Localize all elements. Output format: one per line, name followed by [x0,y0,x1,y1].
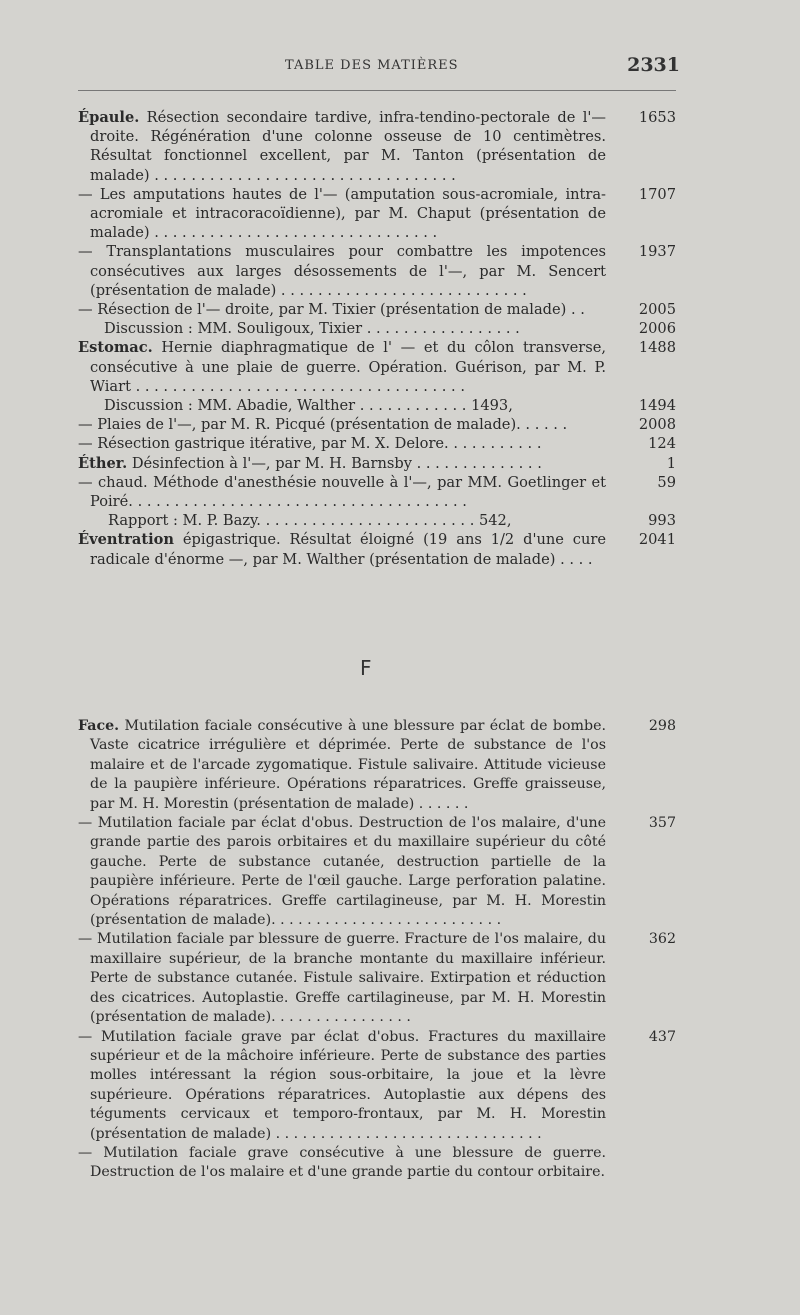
entry-description: — Mutilation faciale par éclat d'obus. Destruction de l'os malaire, d'une grande partie des parois orbitaires et du maxillaire supérieur du côté gauche. Perte de substance cutanée, destruction partielle de la paupière inférieure. Perte de l'œil gauche. Large perforation palatine. Opérations réparatrices. Greffe cartilagineuse, par M. H. Morestin (présentation de malade). . . . . . . . . . . . . . . . . . . . . . . . . . [78,815,606,929]
entry-text [78,300,606,319]
index-entry [78,434,676,453]
index-section-e [78,108,676,569]
index-entry [78,930,676,1027]
entry-page-number: 362 [648,931,676,948]
entry-page-number: 1937 [638,243,676,261]
entry-text [78,454,606,473]
entry-page-number: 1653 [638,109,676,126]
entry-page-number: 2041 [638,531,676,549]
entry-text [78,185,606,243]
index-entry [78,530,676,568]
index-entry [78,1144,676,1183]
entry-page-number: 298 [648,718,676,734]
entry-description: Mutilation faciale consécutive à une blessure par éclat de bombe. Vaste cicatrice irrégulière et déprimée. Perte de substance de l'os malaire et de l'arcade zygomatique. Fistule salivaire. Attitude vicieuse de la paupière inférieure. Opérations réparatrices. Greffe graisseuse, par M. H. Morestin (présentation de malade) . . . . . . [90,718,606,812]
running-title: TABLE DES MATIÈRES [285,58,459,73]
entry-description: — chaud. Méthode d'anesthésie nouvelle à l'—, par MM. Goetlinger et Poiré. . . . . . . . . . . . . . . . . . . . . . . . . . . . . . . . . . . . . [78,473,606,511]
entry-text [78,530,606,568]
index-entry [78,338,676,396]
entry-description: Rapport : M. P. Bazy. . . . . . . . . . . . . . . . . . . . . . . . 542, [108,512,512,530]
entry-description: Discussion : MM. Abadie, Walther . . . . . . . . . . . . 1493, [104,397,513,415]
index-entry [78,242,676,300]
index-entry [78,396,676,415]
entry-text [104,319,606,338]
index-entry [78,300,676,319]
entry-description: — Plaies de l'—, par M. R. Picqué (présentation de malade). . . . . . [78,416,568,434]
entry-description: — Les amputations hautes de l'— (amputation sous-acromiale, intra-acromiale et intracoracoïdienne), par M. Chaput (présentation de malade) . . . . . . . . . . . . . . . . . . . . . . . . . . . . . . . [78,185,606,242]
index-entry [78,473,676,511]
entry-description: Discussion : MM. Souligoux, Tixier . . . . . . . . . . . . . . . . . [104,320,520,338]
entry-page-number: 357 [648,815,676,832]
index-entry [78,511,676,530]
entry-text [78,242,606,300]
section-letter: F [360,656,372,680]
index-entry [78,185,676,243]
entry-text [78,473,606,511]
entry-heading: Épaule. [78,109,140,126]
entry-description: Désinfection à l'—, par M. H. Barnsby . . . . . . . . . . . . . . [127,454,542,472]
entry-page-number: 1 [666,454,676,472]
header-rule [78,90,676,91]
entry-description: — Mutilation faciale par blessure de guerre. Fracture de l'os malaire, du maxillaire supérieur, de la branche montante du maxillaire inférieur. Perte de substance cutanée. Fistule salivaire. Extirpation et réduction des cicatrices. Autoplastie. Greffe cartilagineuse, par M. H. Morestin (présentation de malade). . . . . . . . . . . . . . . . [78,931,606,1026]
entry-text [78,108,606,185]
entry-text [78,338,606,396]
entry-heading: Estomac. [78,339,153,357]
index-section-f [78,717,676,1183]
entry-description: — Mutilation faciale grave consécutive à une blessure de guerre. Destruction de l'os malaire et d'une grande partie du contour orbitaire. [78,1144,606,1181]
entry-page-number: 1707 [638,185,676,203]
entry-text [108,511,606,530]
entry-text [78,930,606,1027]
entry-page-number: 1488 [638,339,676,357]
entry-page-number: 59 [657,473,676,491]
entry-description: Hernie diaphragmatique de l' — et du côlon transverse, consécutive à une plaie de guerre. Opération. Guérison, par M. P. Wiart . . . . . . . . . . . . . . . . . . . . . . . . . . . . . . . . . . . . [90,339,606,395]
entry-text [78,415,606,434]
entry-page-number: 1494 [638,397,676,415]
entry-page-number: 2006 [638,320,676,338]
entry-description: épigastrique. Résultat éloigné (19 ans 1/2 d'une cure radicale d'énorme —, par M. Walther (présentation de malade) . . . . [90,531,606,568]
entry-text [78,717,606,814]
entry-text [78,814,606,930]
index-entry [78,814,676,930]
entry-heading: Face. [78,718,120,734]
entry-page-number: 993 [648,512,676,530]
entry-page-number: 437 [648,1028,676,1045]
entry-heading: Éventration [78,531,175,549]
index-entry [78,415,676,434]
index-entry [78,108,676,185]
entry-text [78,1028,606,1144]
entry-description: — Résection de l'— droite, par M. Tixier (présentation de malade) . . [78,301,585,319]
index-entry [78,454,676,473]
index-entry [78,319,676,338]
page-header [60,54,680,84]
entry-description: — Transplantations musculaires pour combattre les impotences consécutives aux larges désossements de l'—, par M. Sencert (présentation de malade) . . . . . . . . . . . . . . . . . . . . . . . . . . . [78,243,606,299]
entry-heading: Éther. [78,454,128,472]
index-entry [78,717,676,814]
entry-page-number: 124 [648,435,676,453]
entry-text [104,396,606,415]
entry-page-number: 2005 [638,301,676,319]
page-number: 2331 [627,54,680,76]
entry-description: Résection secondaire tardive, infra-tendino-pectorale de l'— droite. Régénération d'une colonne osseuse de 10 centimètres. Résultat fonctionnel excellent, par M. Tanton (présentation de malade) . . . . . . . . . . . . . . . . . . . . . . . . . . . . . . . . . [90,109,606,184]
entry-text [78,1144,606,1183]
entry-description: — Résection gastrique itérative, par M. X. Delore. . . . . . . . . . . [78,435,542,453]
entry-text [78,434,606,453]
entry-description: — Mutilation faciale grave par éclat d'obus. Fractures du maxillaire supérieur et de la mâchoire inférieure. Perte de substance des parties molles intéressant la région sous-orbitaire, la joue et la lèvre supérieure. Opérations réparatrices. Autoplastie aux dépens des téguments cervicaux et temporo-frontaux, par M. H. Morestin (présentation de malade) . . . . . . . . . . . . . . . . . . . . . . . . . . . . . . [78,1028,606,1142]
index-entry [78,1028,676,1144]
entry-page-number: 2008 [638,416,676,434]
